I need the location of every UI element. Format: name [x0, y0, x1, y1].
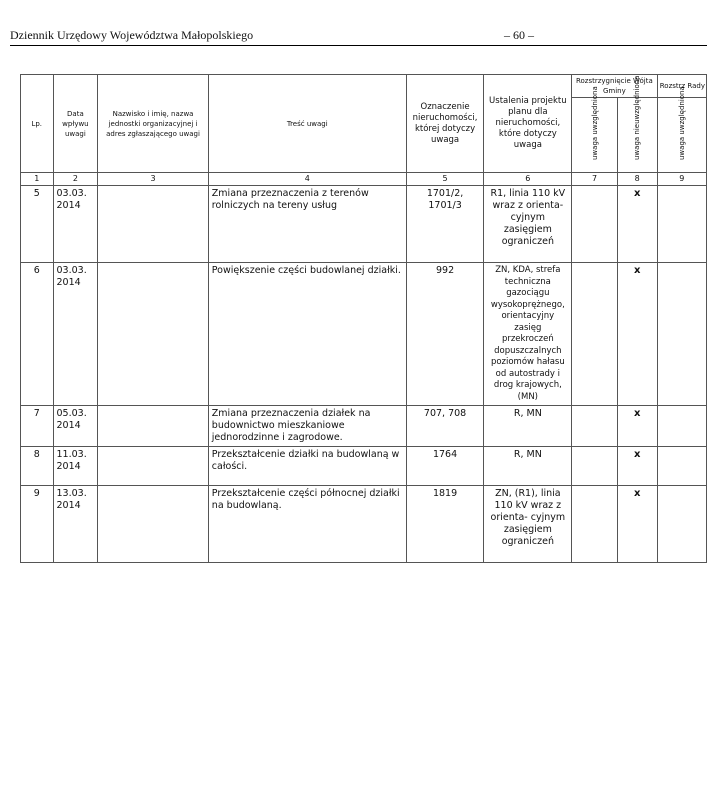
- row-lp: 8: [21, 447, 54, 486]
- col-number: 6: [484, 173, 572, 186]
- col-wojt-accepted: uwaga uwzględniona: [572, 98, 618, 173]
- row-parcel: 992: [406, 263, 484, 406]
- col-wojt-rejected: uwaga nieuwzględniona: [617, 98, 657, 173]
- col-number: 9: [657, 173, 707, 186]
- comments-table: [20, 74, 707, 563]
- column-number-row: [21, 173, 707, 186]
- col-number: 2: [53, 173, 98, 186]
- row-parcel: 707, 708: [406, 406, 484, 447]
- row-date: 03.03. 2014: [53, 263, 98, 406]
- row-wojt-rejected-mark: x: [617, 186, 657, 263]
- row-name: [98, 186, 209, 263]
- row-name: [98, 447, 209, 486]
- col-parcel: Oznaczenie nieruchomości, której dotyczy uwaga: [406, 75, 484, 173]
- row-parcel: 1819: [406, 486, 484, 563]
- header-rule: [10, 45, 707, 46]
- row-name: [98, 486, 209, 563]
- col-wojt-decision: Rozstrzygnięcie Wójta Gminy: [572, 75, 657, 98]
- row-plan: R, MN: [484, 406, 572, 447]
- row-content: Przekształcenie części północnej działki na budowlaną.: [208, 486, 406, 563]
- row-lp: 6: [21, 263, 54, 406]
- row-wojt-accepted: [572, 447, 618, 486]
- row-rada-accepted: [657, 263, 707, 406]
- row-plan: ZN, (R1), linia 110 kV wraz z orienta- cyjnym zasięgiem ograniczeń: [484, 486, 572, 563]
- comments-table-wrap: [20, 74, 707, 564]
- row-content: Zmiana przeznaczenia działek na budownictwo mieszkaniowe jednorodzinne i zagrodowe.: [208, 406, 406, 447]
- row-plan: R1, linia 110 kV wraz z orienta- cyjnym zasięgiem ograniczeń: [484, 186, 572, 263]
- row-date: 13.03. 2014: [53, 486, 98, 563]
- col-name: Nazwisko i imię, nazwa jednostki organizacyjnej i adres zgłaszającego uwagi: [98, 75, 209, 173]
- row-plan: R, MN: [484, 447, 572, 486]
- row-content: Przekształcenie działki na budowlaną w całości.: [208, 447, 406, 486]
- row-plan: ZN, KDA, strefa techniczna gazociągu wysokoprężnego, orientacyjny zasięg przekroczeń dopuszczalnych poziomów hałasu od autostrady i drog krajowych, (MN): [484, 263, 572, 406]
- row-wojt-rejected-mark: x: [617, 447, 657, 486]
- row-rada-accepted: [657, 486, 707, 563]
- row-name: [98, 406, 209, 447]
- row-date: 05.03. 2014: [53, 406, 98, 447]
- header-row-1: [21, 75, 707, 98]
- row-date: 11.03. 2014: [53, 447, 98, 486]
- col-number: 8: [617, 173, 657, 186]
- row-wojt-rejected-mark: x: [617, 406, 657, 447]
- table-row: [21, 186, 707, 263]
- col-number: 4: [208, 173, 406, 186]
- row-date: 03.03. 2014: [53, 186, 98, 263]
- row-wojt-rejected-mark: x: [617, 263, 657, 406]
- table-row: [21, 406, 707, 447]
- table-row: [21, 447, 707, 486]
- col-rada-decision: Rozstrz Rady: [657, 75, 707, 98]
- col-number: 5: [406, 173, 484, 186]
- row-parcel: 1701/2, 1701/3: [406, 186, 484, 263]
- row-rada-accepted: [657, 186, 707, 263]
- col-rada-accepted: uwaga uwzględniona: [657, 98, 707, 173]
- row-wojt-accepted: [572, 406, 618, 447]
- journal-title: Dziennik Urzędowy Województwa Małopolskiego: [10, 28, 254, 42]
- row-rada-accepted: [657, 406, 707, 447]
- col-date: Data wpływu uwagi: [53, 75, 98, 173]
- page-number: – 60 –: [504, 28, 534, 42]
- table-row: [21, 263, 707, 406]
- row-wojt-rejected-mark: x: [617, 486, 657, 563]
- row-wojt-accepted: [572, 263, 618, 406]
- row-lp: 9: [21, 486, 54, 563]
- row-name: [98, 263, 209, 406]
- col-number: 7: [572, 173, 618, 186]
- table-row: [21, 486, 707, 563]
- row-rada-accepted: [657, 447, 707, 486]
- row-content: Powiększenie części budowlanej działki.: [208, 263, 406, 406]
- col-number: 1: [21, 173, 54, 186]
- row-content: Zmiana przeznaczenia z terenów rolniczych na tereny usług: [208, 186, 406, 263]
- row-parcel: 1764: [406, 447, 484, 486]
- col-plan: Ustalenia projektu planu dla nieruchomości, które dotyczy uwaga: [484, 75, 572, 173]
- col-content: Treść uwagi: [208, 75, 406, 173]
- row-wojt-accepted: [572, 186, 618, 263]
- row-lp: 5: [21, 186, 54, 263]
- col-number: 3: [98, 173, 209, 186]
- col-lp: Lp.: [21, 75, 54, 173]
- row-lp: 7: [21, 406, 54, 447]
- row-wojt-accepted: [572, 486, 618, 563]
